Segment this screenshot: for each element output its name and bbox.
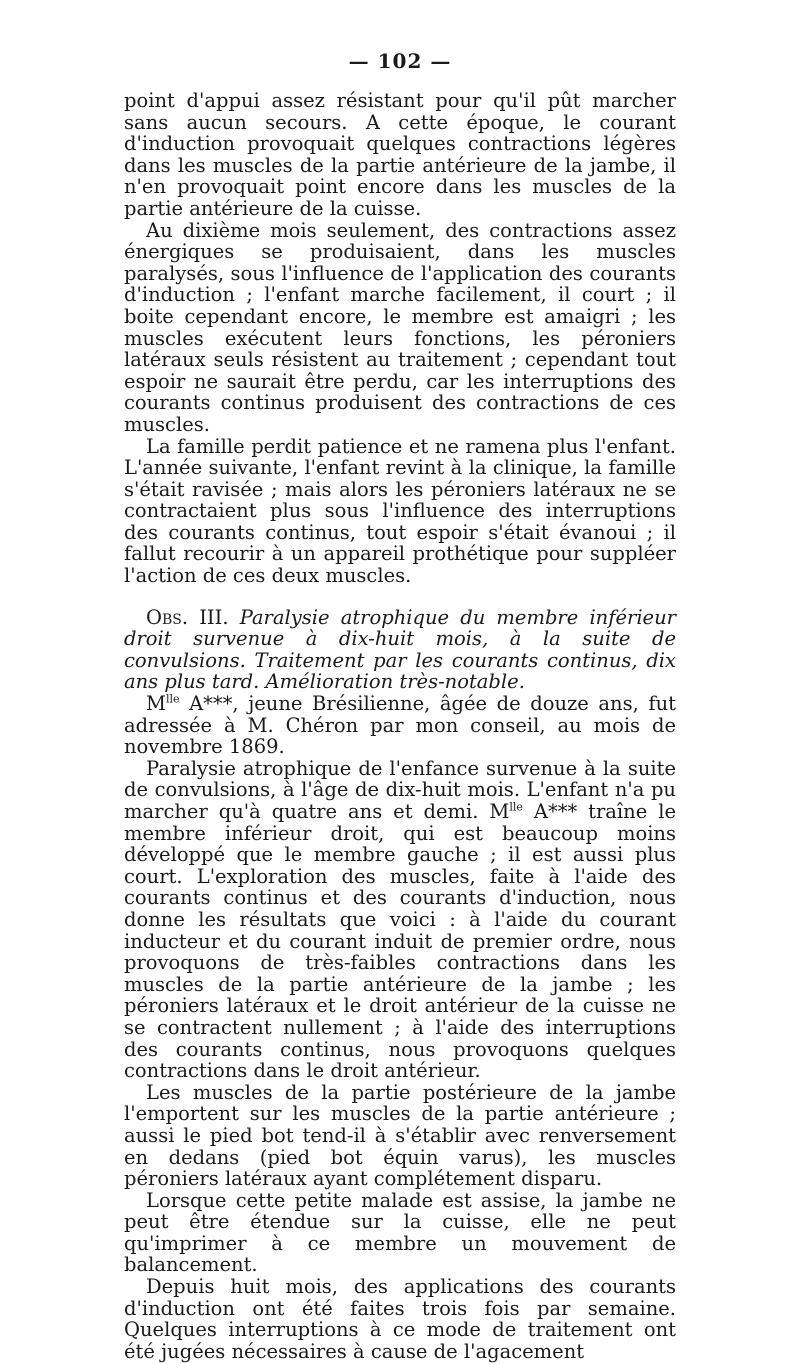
paragraph-1: point d'appui assez résistant pour qu'il pût marcher sans aucun secours. A cette époque, le courant d'induction provoquait quelques contractions légères dans les muscles de la partie antérieure de la jambe, il n'en provoquait point encore dans les muscles de la partie antérieure de la cuisse. (124, 89, 676, 220)
observation-heading (124, 607, 676, 693)
observation-paragraph-5: Depuis huit mois, des applications des courants d'induction ont été faites trois fois par semaine. Quelques interruptions à ce mode de traitement ont été jugées nécessaires à cause de l'agacement (124, 1275, 676, 1363)
observation-title: Paralysie atrophique du membre inférieur droit survenue à dix-huit mois, à la suite de convulsions. Traitement par les courants continus, dix ans plus tard. Amélioration très-notable. (124, 605, 676, 694)
obs2-after: A*** traîne le membre inférieur droit, qui est beaucoup moins développé que le membre gauche ; il est aussi plus court. L'exploration des muscles, faite à l'aide des courants continus et des courants d'induction, nous donne les résultats que voici : à l'aide du courant inducteur et du courant induit de premier ordre, nous provoquons de très-faibles contractions dans les muscles de la partie antérieure de la jambe ; les péroniers latéraux et le droit antérieur de la cuisse ne se contractent nullement ; à l'aide des interruptions des courants continus, nous provoquons quelques contractions dans le droit antérieur. (124, 800, 676, 1083)
observation-paragraph-3: Les muscles de la partie postérieure de la jambe l'emportent sur les muscles de la partie antérieure ; aussi le pied bot tend-il à s'établir avec renversement en dedans (pied bot équin varus), les muscles péroniers latéraux ayant complétement disparu. (124, 1080, 676, 1191)
observation-label: Obs. III. (146, 605, 229, 629)
observation-intro (124, 693, 676, 758)
paragraph-3: La famille perdit patience et ne ramena plus l'enfant. L'année suivante, l'enfant revint à la clinique, la famille s'était ravisée ; mais alors les péroniers latéraux ne se contractaient plus sous l'influence des interruptions des courants continus, tout espoir s'était évanoui ; il fallut recourir à un appareil prothétique pour suppléer l'action de ces deux muscles. (124, 434, 676, 588)
book-page (124, 50, 676, 1362)
intro-text: A***, jeune Brésilienne, âgée de douze ans, fut adressée à M. Chéron par mon conseil, au mois de novembre 1869. (124, 692, 676, 759)
observation-paragraph-4: Lorsque cette petite malade est assise, la jambe ne peut être étendue sur la cuisse, elle ne peut qu'imprimer à ce membre un mouvement de balancement. (124, 1188, 676, 1277)
paragraph-2: Au dixième mois seulement, des contractions assez énergiques se produisaient, dans les muscles paralysés, sous l'influence de l'application des courants d'induction ; l'enfant marche facilement, il court ; il boite cependant encore, le membre est amaigri ; les muscles exécutent leurs fonctions, les péroniers latéraux seuls résistent au traitement ; cependant tout espoir ne saurait être perdu, car les interruptions des courants continus produisent des contractions de ces muscles. (124, 218, 676, 436)
page-number: — 102 — (348, 49, 452, 73)
title-abbrev: M (146, 692, 166, 716)
obs2-before: Paralysie atrophique de l'enfance survenue à la suite de convulsions, à l'âge de dix-huit mois. L'enfant n'a pu marcher qu'à quatre ans et demi. M (124, 756, 676, 823)
obs2-sup: lle (509, 800, 523, 814)
title-abbrev-sup: lle (165, 692, 180, 706)
observation-paragraph-2 (124, 758, 676, 1082)
